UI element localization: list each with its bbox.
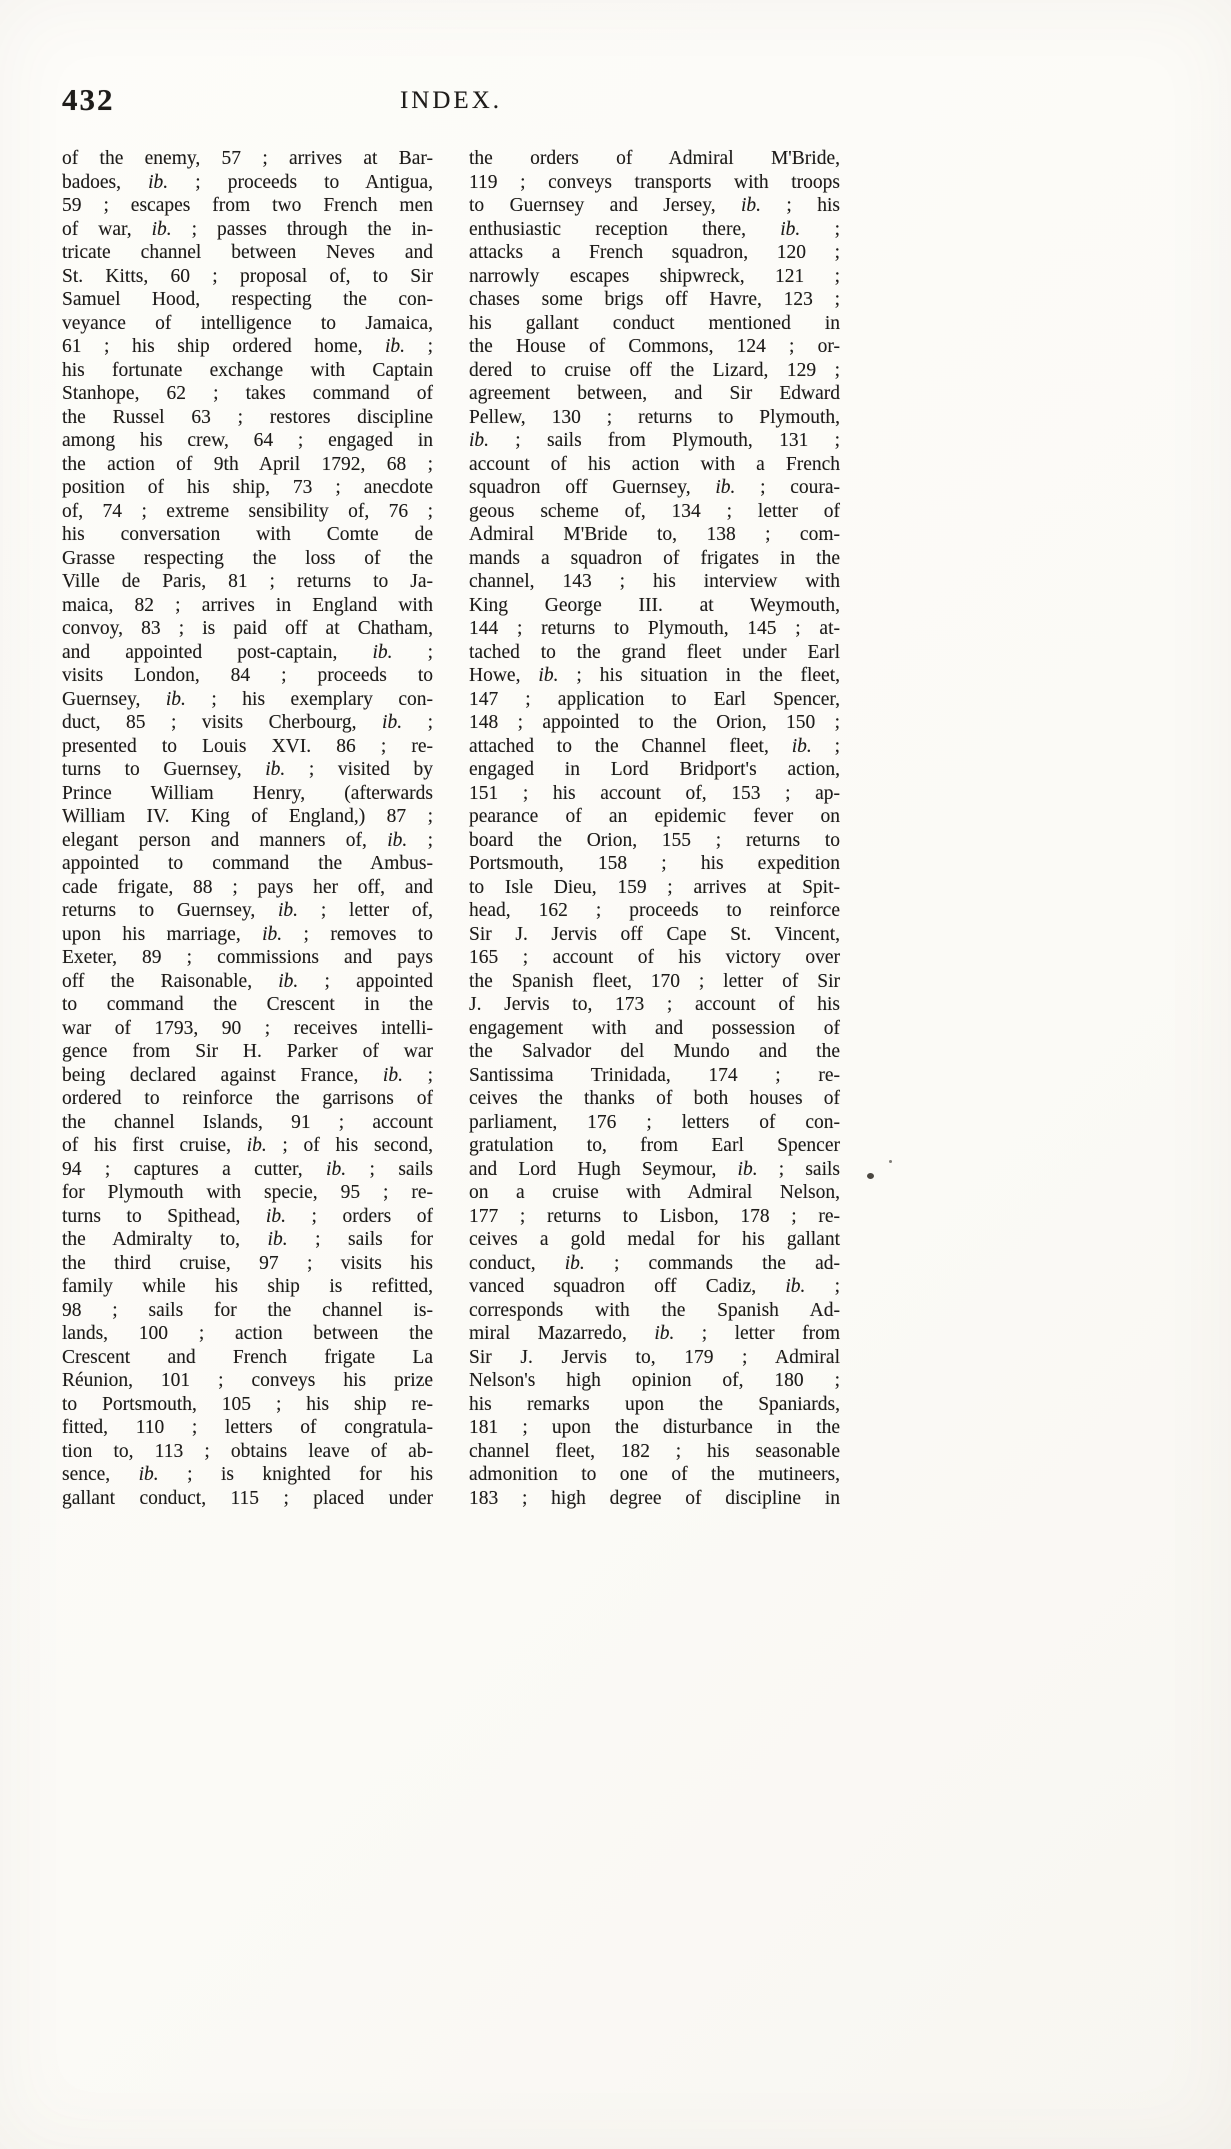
index-text-line: cade frigate, 88 ; pays her off, and: [62, 876, 433, 898]
index-text-line: of, 74 ; extreme sensibility of, 76 ;: [62, 500, 433, 522]
index-text-line: position of his ship, 73 ; anecdote: [62, 477, 433, 498]
index-text-line: his conversation with Comte de: [62, 524, 433, 545]
index-text-line: of war, ib. ; passes through the in-: [62, 218, 434, 240]
index-text-line: ordered to reinforce the garrisons of: [62, 1088, 433, 1109]
index-text-line: appointed to command the Ambus-: [62, 853, 433, 874]
index-text-line: the third cruise, 97 ; visits his: [62, 1252, 433, 1274]
index-text-line: of his first cruise, ib. ; of his second,: [62, 1135, 433, 1156]
index-text-line: William IV. King of England,) 87 ;: [62, 806, 433, 827]
index-text-line: attached to the Channel fleet, ib. ;: [469, 735, 840, 757]
index-text-line: 119 ; conveys transports with troops: [469, 171, 840, 193]
index-text-line: to command the Crescent in the: [62, 994, 433, 1015]
index-text-line: the Russel 63 ; restores discipline: [62, 406, 433, 428]
index-text-line: Portsmouth, 158 ; his expedition: [469, 853, 840, 874]
index-text-line: mands a squadron of frigates in the: [469, 547, 840, 569]
index-text-line: the orders of Admiral M'Bride,: [469, 148, 840, 169]
index-text-line: visits London, 84 ; proceeds to: [62, 665, 433, 686]
index-text-line: maica, 82 ; arrives in England with: [62, 594, 433, 616]
index-text-line: presented to Louis XVI. 86 ; re-: [62, 735, 433, 757]
index-text-line: gratulation to, from Earl Spencer: [469, 1135, 840, 1156]
index-text-line: fitted, 110 ; letters of congratula-: [62, 1417, 433, 1438]
index-text-line: attacks a French squadron, 120 ;: [469, 242, 840, 263]
index-text-line: convoy, 83 ; is paid off at Chatham,: [62, 618, 433, 639]
index-text-line: 183 ; high degree of discipline in: [469, 1487, 840, 1509]
index-text-line: Pellew, 130 ; returns to Plymouth,: [469, 406, 840, 428]
index-text-line: ib. ; sails from Plymouth, 131 ;: [469, 430, 840, 451]
index-text-line: King George III. at Weymouth,: [469, 594, 840, 616]
index-text-line: 165 ; account of his victory over: [469, 947, 840, 968]
index-text-line: his gallant conduct mentioned in: [469, 312, 840, 334]
index-text-line: channel, 143 ; his interview with: [469, 571, 840, 592]
page-number: 432: [62, 82, 115, 117]
index-text-line: Sir J. Jervis off Cape St. Vincent,: [469, 923, 840, 945]
index-text-line: tached to the grand fleet under Earl: [469, 641, 840, 663]
index-text-line: Réunion, 101 ; conveys his prize: [62, 1370, 433, 1391]
index-column-left: [62, 147, 433, 1510]
index-text-line: 181 ; upon the disturbance in the: [469, 1417, 840, 1438]
index-text-line: the action of 9th April 1792, 68 ;: [62, 453, 433, 475]
index-text-line: Admiral M'Bride to, 138 ; com-: [469, 524, 840, 545]
index-text-line: Grasse respecting the loss of the: [62, 547, 433, 569]
index-text-line: dered to cruise off the Lizard, 129 ;: [469, 359, 840, 381]
index-text-line: the channel Islands, 91 ; account: [62, 1111, 433, 1133]
index-text-line: engagement with and possession of: [469, 1017, 840, 1039]
index-text-line: 59 ; escapes from two French men: [62, 195, 433, 216]
index-text-line: elegant person and manners of, ib. ;: [62, 829, 434, 851]
index-text-line: parliament, 176 ; letters of con-: [469, 1111, 840, 1133]
index-text-line: J. Jervis to, 173 ; account of his: [469, 994, 840, 1015]
index-text-line: the Spanish fleet, 170 ; letter of Sir: [469, 970, 840, 992]
index-text-line: turns to Guernsey, ib. ; visited by: [62, 759, 433, 780]
index-text-line: off the Raisonable, ib. ; appointed: [62, 970, 433, 992]
index-text-line: to Isle Dieu, 159 ; arrives at Spit-: [469, 876, 840, 898]
index-text-line: the House of Commons, 124 ; or-: [469, 336, 840, 357]
index-text-line: badoes, ib. ; proceeds to Antigua,: [62, 171, 433, 193]
scan-ink-speck: [889, 1160, 892, 1163]
index-text-line: 147 ; application to Earl Spencer,: [469, 688, 840, 710]
index-text-line: the Salvador del Mundo and the: [469, 1041, 840, 1062]
index-text-line: and Lord Hugh Seymour, ib. ; sails: [469, 1158, 840, 1180]
index-text-line: gallant conduct, 115 ; placed under: [62, 1487, 433, 1509]
index-column-right: [469, 147, 840, 1510]
index-text-line: Stanhope, 62 ; takes command of: [62, 383, 433, 404]
index-text-line: tion to, 113 ; obtains leave of ab-: [62, 1440, 433, 1462]
index-text-line: his remarks upon the Spaniards,: [469, 1393, 840, 1415]
index-text-line: Santissima Trinidada, 174 ; re-: [469, 1064, 840, 1086]
index-text-line: agreement between, and Sir Edward: [469, 383, 840, 404]
index-text-line: gence from Sir H. Parker of war: [62, 1041, 433, 1062]
index-text-line: lands, 100 ; action between the: [62, 1323, 433, 1344]
index-text-line: Howe, ib. ; his situation in the fleet,: [469, 665, 841, 686]
index-text-line: 61 ; his ship ordered home, ib. ;: [62, 336, 433, 357]
index-text-line: the Admiralty to, ib. ; sails for: [62, 1229, 433, 1250]
index-text-line: squadron off Guernsey, ib. ; coura-: [469, 477, 840, 498]
index-text-line: board the Orion, 155 ; returns to: [469, 829, 840, 851]
index-text-line: of the enemy, 57 ; arrives at Bar-: [62, 148, 433, 169]
index-text-line: chases some brigs off Havre, 123 ;: [469, 289, 840, 310]
index-text-line: Ville de Paris, 81 ; returns to Ja-: [62, 571, 433, 592]
index-text-line: enthusiastic reception there, ib. ;: [469, 218, 840, 240]
index-text-line: 177 ; returns to Lisbon, 178 ; re-: [469, 1205, 840, 1227]
index-text-line: war of 1793, 90 ; receives intelli-: [62, 1017, 433, 1039]
page-title: INDEX.: [399, 87, 502, 114]
index-text-line: admonition to one of the mutineers,: [469, 1464, 840, 1485]
index-text-line: Sir J. Jervis to, 179 ; Admiral: [469, 1346, 840, 1368]
index-text-line: ceives a gold medal for his gallant: [469, 1229, 840, 1250]
index-text-line: engaged in Lord Bridport's action,: [469, 759, 840, 780]
index-text-line: vanced squadron off Cadiz, ib. ;: [469, 1276, 840, 1297]
index-text-line: Guernsey, ib. ; his exemplary con-: [62, 688, 433, 710]
index-text-line: 144 ; returns to Plymouth, 145 ; at-: [469, 618, 840, 639]
index-columns: [62, 147, 840, 1510]
index-text-line: Exeter, 89 ; commissions and pays: [62, 947, 433, 968]
index-text-line: duct, 85 ; visits Cherbourg, ib. ;: [62, 712, 434, 733]
index-text-line: narrowly escapes shipwreck, 121 ;: [469, 265, 840, 287]
page-header: [62, 82, 840, 126]
index-text-line: Prince William Henry, (afterwards: [62, 782, 433, 804]
index-text-line: conduct, ib. ; commands the ad-: [469, 1252, 840, 1274]
index-text-line: head, 162 ; proceeds to reinforce: [469, 900, 840, 921]
index-text-line: family while his ship is refitted,: [62, 1276, 433, 1297]
index-text-line: Nelson's high opinion of, 180 ;: [469, 1370, 840, 1391]
index-text-line: for Plymouth with specie, 95 ; re-: [62, 1182, 433, 1203]
index-text-line: and appointed post-captain, ib. ;: [62, 641, 433, 663]
index-text-line: returns to Guernsey, ib. ; letter of,: [62, 900, 434, 921]
index-text-line: to Portsmouth, 105 ; his ship re-: [62, 1393, 433, 1415]
index-text-line: 148 ; appointed to the Orion, 150 ;: [469, 712, 840, 733]
index-text-line: among his crew, 64 ; engaged in: [62, 430, 433, 451]
index-text-line: 98 ; sails for the channel is-: [62, 1299, 433, 1321]
index-text-line: his fortunate exchange with Captain: [62, 359, 433, 381]
index-text-line: corresponds with the Spanish Ad-: [469, 1299, 840, 1321]
index-text-line: sence, ib. ; is knighted for his: [62, 1464, 433, 1485]
scan-ink-speck: [867, 1173, 874, 1179]
index-text-line: channel fleet, 182 ; his seasonable: [469, 1440, 840, 1462]
index-text-line: Crescent and French frigate La: [62, 1346, 433, 1368]
index-text-line: miral Mazarredo, ib. ; letter from: [469, 1323, 840, 1344]
index-text-line: 94 ; captures a cutter, ib. ; sails: [62, 1158, 433, 1180]
index-text-line: to Guernsey and Jersey, ib. ; his: [469, 195, 840, 216]
index-text-line: 151 ; his account of, 153 ; ap-: [469, 782, 840, 804]
index-text-line: turns to Spithead, ib. ; orders of: [62, 1205, 433, 1227]
index-text-line: veyance of intelligence to Jamaica,: [62, 312, 433, 334]
index-text-line: tricate channel between Neves and: [62, 242, 433, 263]
index-text-line: upon his marriage, ib. ; removes to: [62, 923, 433, 945]
index-text-line: being declared against France, ib. ;: [62, 1064, 433, 1086]
index-text-line: on a cruise with Admiral Nelson,: [469, 1182, 840, 1203]
index-text-line: Samuel Hood, respecting the con-: [62, 289, 433, 310]
index-text-line: St. Kitts, 60 ; proposal of, to Sir: [62, 265, 433, 287]
index-text-line: pearance of an epidemic fever on: [469, 806, 840, 827]
index-text-line: account of his action with a French: [469, 453, 840, 475]
index-text-line: geous scheme of, 134 ; letter of: [469, 500, 840, 522]
index-text-line: ceives the thanks of both houses of: [469, 1088, 840, 1109]
